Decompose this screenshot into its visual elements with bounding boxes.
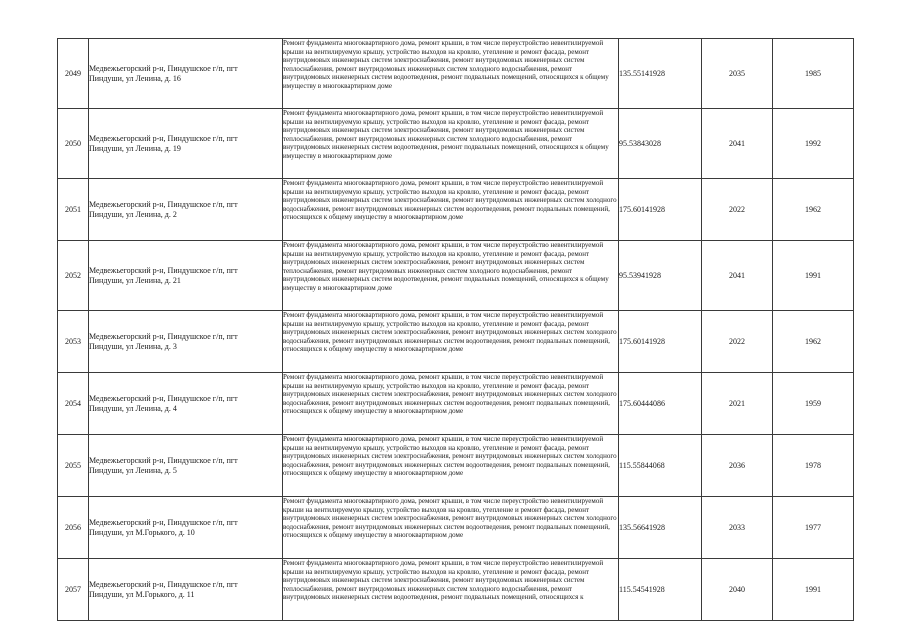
planned-year-cell: 2021 [702, 373, 773, 435]
address-line-2: Пиндуши, ул Ленина, д. 3 [89, 341, 177, 351]
works-text: Ремонт фундамента многоквартирного дома, ремонт крыши, в том числе переустройство невентилируемой крыши на вентилируемую крышу, устройство выходов на кровлю, утепление и ремонт фасада, ремонт внутридомовых инженерных систем электроснабжения, ремонт внутридомовых инженерных систем теплоснабжения, ремонт внутридомовых инженерных систем холодного водоснабжения, ремонт внутридомовых инженерных систем водоотведения, ремонт подвальных помещений, относящихся к общему имуществу в многоквартирном доме [283, 241, 609, 292]
works-text: Ремонт фундамента многоквартирного дома, ремонт крыши, в том числе переустройство невентилируемой крыши на вентилируемую крышу, устройство выходов на кровлю, утепление и ремонт фасада, ремонт внутридомовых инженерных систем электроснабжения, ремонт внутридомовых инженерных систем теплоснабжения, ремонт внутридомовых инженерных систем холодного водоснабжения, ремонт внутридомовых инженерных систем водоотведения, ремонт подвальных помещений, относящихся к [283, 559, 604, 601]
address-line-1: Медвежьегорский р-н, Пиндушское г/п, пгт [89, 393, 238, 403]
address-cell [89, 559, 283, 621]
address-cell [89, 373, 283, 435]
planned-year-cell: 2022 [702, 311, 773, 373]
works-cell [283, 435, 619, 497]
planned-year-cell: 2035 [702, 39, 773, 109]
planned-year-cell: 2022 [702, 179, 773, 241]
row-number: 2052 [58, 241, 89, 311]
address-line-1: Медвежьегорский р-н, Пиндушское г/п, пгт [89, 265, 238, 275]
address-line-1: Медвежьегорский р-н, Пиндушское г/п, пгт [89, 199, 238, 209]
address-line-1: Медвежьегорский р-н, Пиндушское г/п, пгт [89, 133, 238, 143]
planned-year-cell: 2033 [702, 497, 773, 559]
cost-cell: 135.56641928 [619, 497, 702, 559]
address-line-1: Медвежьегорский р-н, Пиндушское г/п, пгт [89, 331, 238, 341]
cost-cell: 115.55844068 [619, 435, 702, 497]
works-cell [283, 559, 619, 621]
address-line-2: Пиндуши, ул М.Горького, д. 10 [89, 527, 195, 537]
address-cell [89, 435, 283, 497]
cost-cell: 95.53941928 [619, 241, 702, 311]
address-line-1: Медвежьегорский р-н, Пиндушское г/п, пгт [89, 63, 238, 73]
row-number: 2050 [58, 109, 89, 179]
cost-cell: 175.60141928 [619, 311, 702, 373]
works-text: Ремонт фундамента многоквартирного дома, ремонт крыши, в том числе переустройство невентилируемой крыши на вентилируемую крышу, устройство выходов на кровлю, утепление и ремонт фасада, ремонт внутридомовых инженерных систем электроснабжения, ремонт внутридомовых инженерных систем холодного водоснабжения, ремонт внутридомовых инженерных систем водоотведения, ремонт подвальных помещений, относящихся к общему имуществу в многоквартирном доме [283, 179, 617, 221]
address-line-1: Медвежьегорский р-н, Пиндушское г/п, пгт [89, 579, 238, 589]
table-row [58, 179, 854, 241]
address-cell [89, 311, 283, 373]
repair-program-table [57, 38, 854, 621]
planned-year-cell: 2041 [702, 241, 773, 311]
row-number: 2055 [58, 435, 89, 497]
works-text: Ремонт фундамента многоквартирного дома, ремонт крыши, в том числе переустройство невентилируемой крыши на вентилируемую крышу, устройство выходов на кровлю, утепление и ремонт фасада, ремонт внутридомовых инженерных систем электроснабжения, ремонт внутридомовых инженерных систем холодного водоснабжения, ремонт внутридомовых инженерных систем водоотведения, ремонт подвальных помещений, относящихся к общему имуществу в многоквартирном доме [283, 497, 617, 539]
table-row [58, 559, 854, 621]
works-cell [283, 311, 619, 373]
address-line-2: Пиндуши, ул Ленина, д. 16 [89, 73, 181, 83]
build-year-cell: 1959 [773, 373, 854, 435]
works-text: Ремонт фундамента многоквартирного дома, ремонт крыши, в том числе переустройство невентилируемой крыши на вентилируемую крышу, устройство выходов на кровлю, утепление и ремонт фасада, ремонт внутридомовых инженерных систем электроснабжения, ремонт внутридомовых инженерных систем холодного водоснабжения, ремонт внутридомовых инженерных систем водоотведения, ремонт подвальных помещений, относящихся к общему имуществу в многоквартирном доме [283, 373, 617, 415]
table-row [58, 497, 854, 559]
works-cell [283, 179, 619, 241]
cost-cell: 115.54541928 [619, 559, 702, 621]
build-year-cell: 1962 [773, 311, 854, 373]
works-cell [283, 109, 619, 179]
row-number: 2049 [58, 39, 89, 109]
planned-year-cell: 2036 [702, 435, 773, 497]
planned-year-cell: 2040 [702, 559, 773, 621]
address-line-2: Пиндуши, ул Ленина, д. 4 [89, 403, 177, 413]
address-cell [89, 39, 283, 109]
address-line-2: Пиндуши, ул Ленина, д. 5 [89, 465, 177, 475]
build-year-cell: 1991 [773, 559, 854, 621]
cost-cell: 175.60141928 [619, 179, 702, 241]
address-line-2: Пиндуши, ул Ленина, д. 2 [89, 209, 177, 219]
address-line-1: Медвежьегорский р-н, Пиндушское г/п, пгт [89, 455, 238, 465]
table-row [58, 435, 854, 497]
address-cell [89, 179, 283, 241]
address-cell [89, 241, 283, 311]
address-cell [89, 497, 283, 559]
address-cell [89, 109, 283, 179]
cost-cell: 175.60444086 [619, 373, 702, 435]
table-row [58, 373, 854, 435]
table-row [58, 241, 854, 311]
row-number: 2057 [58, 559, 89, 621]
works-cell [283, 373, 619, 435]
address-line-2: Пиндуши, ул Ленина, д. 21 [89, 275, 181, 285]
row-number: 2054 [58, 373, 89, 435]
works-text: Ремонт фундамента многоквартирного дома, ремонт крыши, в том числе переустройство невентилируемой крыши на вентилируемую крышу, устройство выходов на кровлю, утепление и ремонт фасада, ремонт внутридомовых инженерных систем электроснабжения, ремонт внутридомовых инженерных систем теплоснабжения, ремонт внутридомовых инженерных систем холодного водоснабжения, ремонт внутридомовых инженерных систем водоотведения, ремонт подвальных помещений, относящихся к общему имуществу в многоквартирном доме [283, 39, 609, 90]
table-row [58, 109, 854, 179]
cost-cell: 135.55141928 [619, 39, 702, 109]
cost-cell: 95.53843028 [619, 109, 702, 179]
works-cell [283, 39, 619, 109]
row-number: 2053 [58, 311, 89, 373]
row-number: 2056 [58, 497, 89, 559]
build-year-cell: 1991 [773, 241, 854, 311]
table-row [58, 39, 854, 109]
build-year-cell: 1985 [773, 39, 854, 109]
row-number: 2051 [58, 179, 89, 241]
works-cell [283, 241, 619, 311]
build-year-cell: 1992 [773, 109, 854, 179]
build-year-cell: 1962 [773, 179, 854, 241]
address-line-2: Пиндуши, ул Ленина, д. 19 [89, 143, 181, 153]
build-year-cell: 1977 [773, 497, 854, 559]
table-row [58, 311, 854, 373]
planned-year-cell: 2041 [702, 109, 773, 179]
works-text: Ремонт фундамента многоквартирного дома, ремонт крыши, в том числе переустройство невентилируемой крыши на вентилируемую крышу, устройство выходов на кровлю, утепление и ремонт фасада, ремонт внутридомовых инженерных систем электроснабжения, ремонт внутридомовых инженерных систем холодного водоснабжения, ремонт внутридомовых инженерных систем водоотведения, ремонт подвальных помещений, относящихся к общему имуществу в многоквартирном доме [283, 311, 617, 353]
works-text: Ремонт фундамента многоквартирного дома, ремонт крыши, в том числе переустройство невентилируемой крыши на вентилируемую крышу, устройство выходов на кровлю, утепление и ремонт фасада, ремонт внутридомовых инженерных систем электроснабжения, ремонт внутридомовых инженерных систем холодного водоснабжения, ремонт внутридомовых инженерных систем водоотведения, ремонт подвальных помещений, относящихся к общему имуществу в многоквартирном доме [283, 435, 617, 477]
address-line-2: Пиндуши, ул М.Горького, д. 11 [89, 589, 195, 599]
works-text: Ремонт фундамента многоквартирного дома, ремонт крыши, в том числе переустройство невентилируемой крыши на вентилируемую крышу, устройство выходов на кровлю, утепление и ремонт фасада, ремонт внутридомовых инженерных систем электроснабжения, ремонт внутридомовых инженерных систем теплоснабжения, ремонт внутридомовых инженерных систем холодного водоснабжения, ремонт внутридомовых инженерных систем водоотведения, ремонт подвальных помещений, относящихся к общему имуществу в многоквартирном доме [283, 109, 609, 160]
address-line-1: Медвежьегорский р-н, Пиндушское г/п, пгт [89, 517, 238, 527]
build-year-cell: 1978 [773, 435, 854, 497]
works-cell [283, 497, 619, 559]
